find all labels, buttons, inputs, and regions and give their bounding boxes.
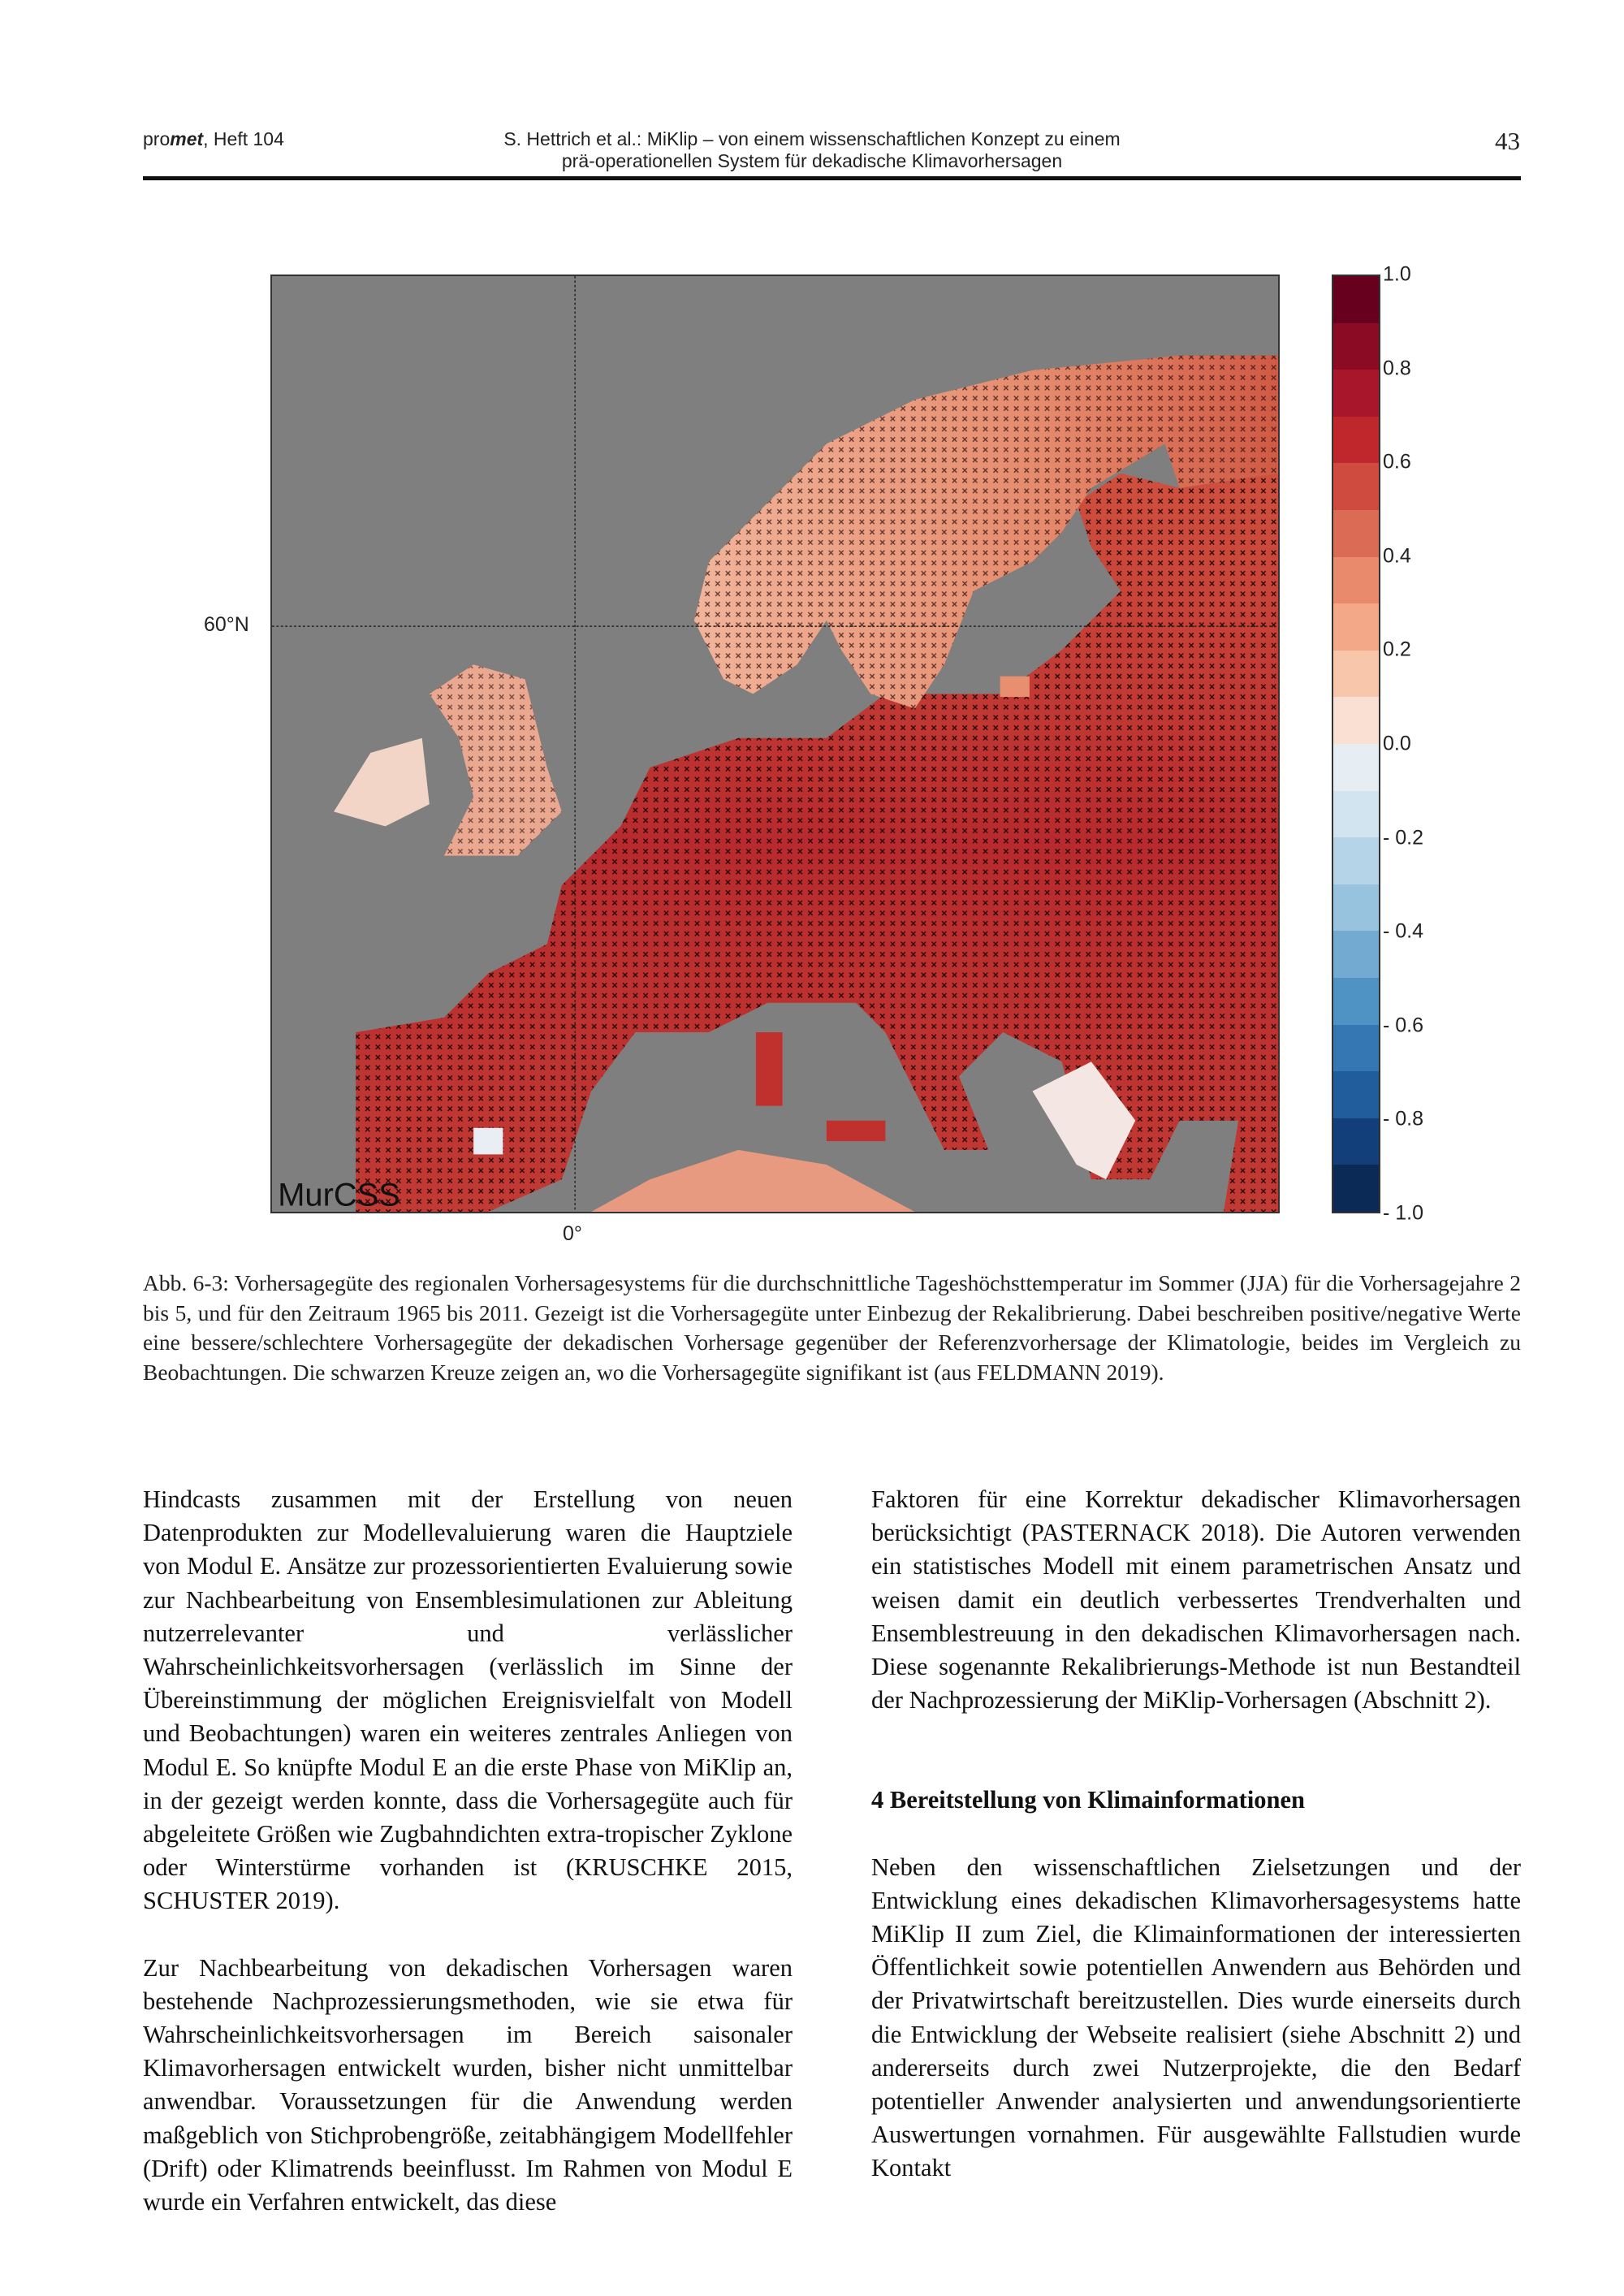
colorbar-tick-label: 0.4 bbox=[1383, 544, 1411, 568]
text-column-left bbox=[143, 1483, 793, 2252]
colorbar-bin bbox=[1333, 510, 1379, 557]
running-title bbox=[455, 128, 1169, 172]
colorbar-bin bbox=[1333, 697, 1379, 744]
journal-prefix: pro bbox=[143, 128, 171, 149]
colorbar-bin bbox=[1333, 1118, 1379, 1165]
murcss-watermark: MurCSS bbox=[278, 1177, 400, 1212]
colorbar-tick-label: 1.0 bbox=[1383, 262, 1411, 286]
figure-caption: Abb. 6-3: Vorhersagegüte des regionalen Vorhersagesystems für die durchschnittliche Tageshöchsttemperatur im Sommer (JJA) für die Vorhersagejahre 2 bis 5, und für den Zeitraum 1965 bis 2011. Gezeigt ist die Vorhersagegüte unter Einbezug der Rekalibrierung. Dabei beschreiben positive/negative Werte eine bessere/schlechtere Vorhersagegüte der dekadischen Vorhersage gegenüber der Referenzvorhersage der Klimatologie, beides im Vergleich zu Beobachtungen. Die schwarzen Kreuze zeigen an, wo die Vorhersagegüte signifikant ist (aus FELDMANN 2019). bbox=[143, 1270, 1521, 1385]
colorbar-tick-label: 0.6 bbox=[1383, 450, 1411, 473]
colorbar-bin bbox=[1333, 791, 1379, 838]
colorbar-bin bbox=[1333, 276, 1379, 323]
colorbar-bin bbox=[1333, 978, 1379, 1025]
colorbar-bin bbox=[1333, 1025, 1379, 1072]
skill-map bbox=[270, 275, 1280, 1213]
paragraph: Zur Nachbearbeitung von dekadischen Vorhersagen waren bestehende Nachprozessierungsmethoden, wie sie etwa für Wahrscheinlichkeitsvorhersagen im Bereich saisonaler Klimavorhersagen entwickelt wurden, bisher nicht unmittelbar anwendbar. Voraussetzungen für die Anwendung werden maßgeblich von Stichprobengröße, zeitabhängigem Modellfehler (Drift) oder Klimatrends beeinflusst. Im Rahmen von Modul E wurde ein Verfahren entwickelt, das diese bbox=[143, 1953, 793, 2216]
colorbar-tick-label: - 0.8 bbox=[1383, 1107, 1424, 1131]
colorbar-tick-label: 0.0 bbox=[1383, 732, 1411, 755]
colorbar bbox=[1332, 275, 1380, 1213]
colorbar-tick-label: - 0.6 bbox=[1383, 1014, 1424, 1037]
colorbar-bin bbox=[1333, 417, 1379, 464]
colorbar-bin bbox=[1333, 463, 1379, 510]
issue-number: , Heft 104 bbox=[203, 128, 284, 149]
header-rule bbox=[143, 176, 1521, 180]
colorbar-tick-label: - 1.0 bbox=[1383, 1201, 1424, 1225]
journal-bold: met bbox=[170, 128, 204, 149]
colorbar-tick-label: 0.2 bbox=[1383, 638, 1411, 661]
colorbar-bin bbox=[1333, 370, 1379, 417]
colorbar-bin bbox=[1333, 603, 1379, 651]
page-number: 43 bbox=[1495, 127, 1520, 155]
colorbar-bin bbox=[1333, 323, 1379, 370]
colorbar-bin bbox=[1333, 837, 1379, 884]
paragraph: Hindcasts zusammen mit der Erstellung von neuen Datenprodukten zur Modellevaluierung waren die Hauptziele von Modul E. Ansätze zur prozessorientierten Evaluierung sowie zur Nachbearbeitung von Ensemblesimulationen zur Ableitung nutzerrelevanter und verlässlicher Wahrscheinlichkeitsvorhersagen (verlässlich im Sinne der Übereinstimmung der möglichen Ereignisvielfalt von Modell und Beobachtungen) waren ein weiteres zentrales Anliegen von Modul E. So knüpfte Modul E an die erste Phase von MiKlip an, in der gezeigt werden konnte, dass die Vorhersagegüte auch für abgeleitete Größen wie Zugbahndichten extra-tropischer Zyklone oder Winterstürme vorhanden ist (KRUSCHKE 2015, SCHUSTER 2019). bbox=[143, 1485, 793, 1915]
colorbar-bin bbox=[1333, 557, 1379, 604]
paragraph: Neben den wissenschaftlichen Zielsetzungen und der Entwicklung eines dekadischen Klimavorhersagesystems hatte MiKlip II zum Ziel, die Klimainformationen der interessierten Öffentlichkeit sowie potentiellen Anwendern aus Behörden und der Privatwirtschaft bereitzustellen. Dies wurde einerseits durch die Entwicklung der Webseite realisiert (siehe Abschnitt 2) und andererseits durch zwei Nutzerprojekte, die den Bedarf potentieller Anwender analysierten und anwendungsorientierte Auswertungen vornahmen. Für ausgewählte Fallstudien wurde Kontakt bbox=[871, 1853, 1521, 2182]
section-heading: 4 Bereitstellung von Klimainformationen bbox=[871, 1786, 1306, 1814]
colorbar-bin bbox=[1333, 651, 1379, 698]
colorbar-tick-label: - 0.4 bbox=[1383, 919, 1424, 943]
paragraph: Faktoren für eine Korrektur dekadischer Klimavorhersagen berücksichtigt (PASTERNACK 2018). Die Autoren verwenden ein statistisches Modell mit einem parametrischen Ansatz und weisen damit ein deutlich verbessertes Trendverhalten und Ensemblestreuung in den dekadischen Klimavorhersagen nach. Diese sogenannte Rekalibrierungs-Methode ist nun Bestandteil der Nachprozessierung der MiKlip-Vorhersagen (Abschnitt 2). bbox=[871, 1485, 1521, 1714]
colorbar-bin bbox=[1333, 744, 1379, 791]
running-title-line1: S. Hettrich et al.: MiKlip – von einem wissenschaftlichen Konzept zu einem bbox=[503, 128, 1121, 149]
lat-label: 60°N bbox=[204, 613, 249, 636]
colorbar-bin bbox=[1333, 1165, 1379, 1212]
map-svg bbox=[272, 276, 1278, 1212]
colorbar-tick-label: - 0.2 bbox=[1383, 826, 1424, 850]
running-title-line2: prä-operationellen System für dekadische Klimavorhersagen bbox=[561, 150, 1063, 171]
journal-issue bbox=[143, 128, 284, 150]
colorbar-bin bbox=[1333, 884, 1379, 932]
colorbar-tick-label: 0.8 bbox=[1383, 357, 1411, 380]
lon-label: 0° bbox=[563, 1222, 582, 1245]
text-column-right bbox=[871, 1483, 1521, 2219]
colorbar-bin bbox=[1333, 931, 1379, 978]
colorbar-bin bbox=[1333, 1071, 1379, 1118]
